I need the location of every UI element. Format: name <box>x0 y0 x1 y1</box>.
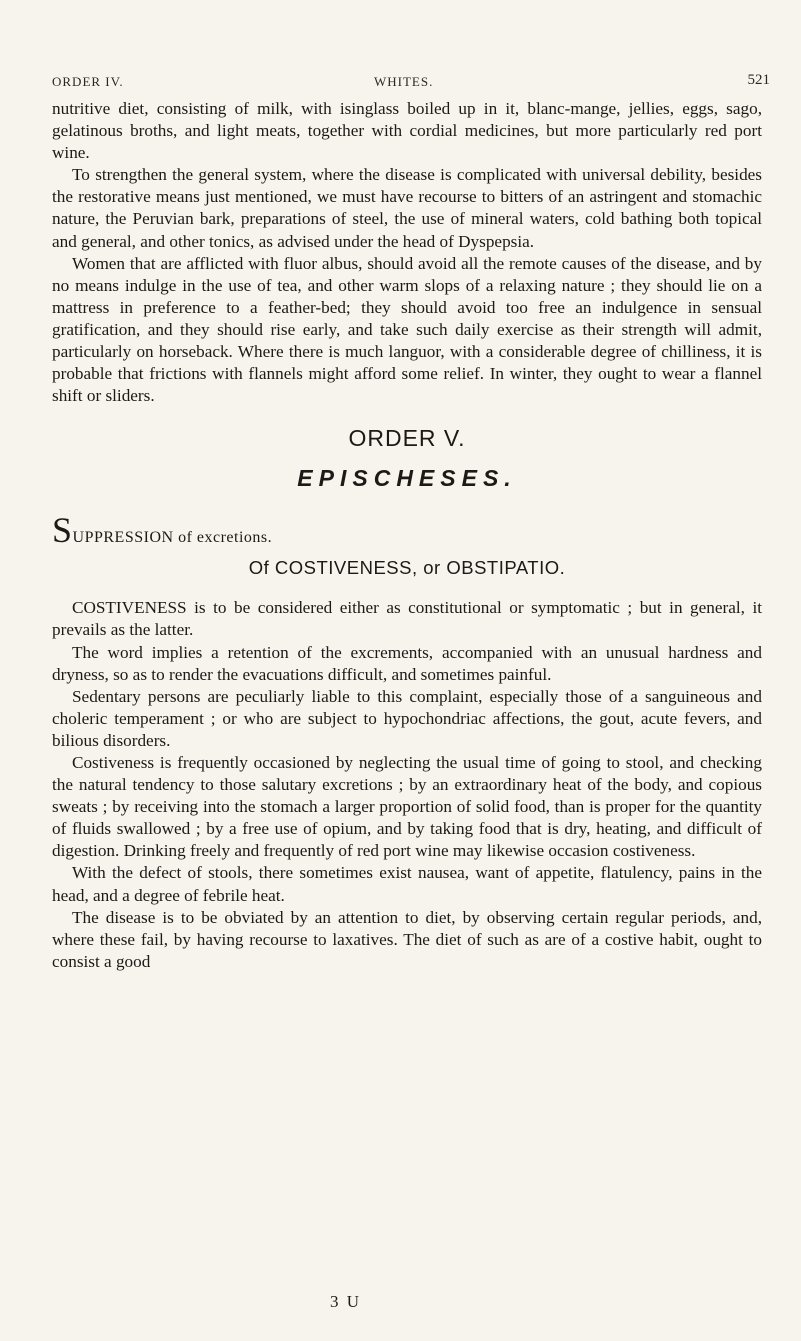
paragraph: With the defect of stools, there sometimes exist nausea, want of appetite, flatulency, pains in the head, and a degree of febrile heat. <box>52 863 762 905</box>
order-heading: ORDER V. <box>348 425 466 452</box>
order-subheading: EPISCHESES. <box>297 465 517 492</box>
paragraph: nutritive diet, consisting of milk, with isinglass boiled up in it, blanc-mange, jellies, eggs, sago, gelatinous broths, and light meats, together with cordial medicines, but more particularly red port wine. <box>52 99 762 163</box>
paragraph: To strengthen the general system, where the disease is complicated with universal debility, besides the restorative means just mentioned, we must have recourse to bitters of an astringent and stomachic nature, the Peruvian bark, preparations of steel, the use of mineral waters, cold bathing both topical and general, and other tonics, as advised under the head of Dyspepsia. <box>52 165 762 251</box>
paragraph: Women that are afflicted with fluor albus, should avoid all the remote causes of the disease, and by no means indulge in the use of tea, and other warm slops of a relaxing nature ; they should lie on a mattress in preference to a feather-bed; they should avoid too free an indulgence in sensual gratification, and they should rise early, and take such daily exercise as their strength will admit, particularly on horseback. Where there is much languor, with a considerable degree of chilliness, it is probable that frictions with flannels might afford some relief. In winter, they ought to wear a flannel shift or sliders. <box>52 253 762 406</box>
section-title-text: UPPRESSION of excretions. <box>72 529 273 547</box>
signature-mark: 3 U <box>330 1292 362 1311</box>
paragraph: Costiveness is frequently occasioned by neglecting the usual time of going to stool, and checking the natural tendency to those salutary excretions ; by an extraordinary heat of the body, and copious sweats ; by receiving into the stomach a larger proportion of solid food, than is proper for the quantity of fluids swallowed ; by a free use of opium, and by taking food that is dry, heating, and difficult of digestion. Drinking freely and frequently of red port wine may likewise occasion costiveness. <box>52 752 762 861</box>
paragraph: The disease is to be obviated by an attention to diet, by observing certain regular periods, and, where these fail, by having recourse to laxatives. The diet of such as are of a costive habit, ought to consist a good <box>52 907 762 971</box>
running-head <box>52 72 770 94</box>
body-text <box>52 98 762 973</box>
running-head-left: ORDER IV. <box>52 74 124 89</box>
lead-paragraph: COSTIVENESS is to be considered either as constitutional or symptomatic ; but in general, it prevails as the latter. <box>52 598 762 640</box>
running-head-center: WHITES. <box>374 74 434 89</box>
paragraph: The word implies a retention of the excrements, accompanied with an unusual hardness and dryness, so as to render the evacuations difficult, and sometimes painful. <box>52 642 762 684</box>
section-title <box>52 510 762 555</box>
subsection-title: Of COSTIVENESS, or OBSTIPATIO. <box>248 557 566 579</box>
section-dropcap: S <box>52 510 73 551</box>
paragraph: Sedentary persons are peculiarly liable to this complaint, especially those of a sanguineous and choleric temperament ; or who are subject to hypochondriac affections, the gout, acute fevers, and bilious disorders. <box>52 686 762 750</box>
page-number: 521 <box>747 72 770 88</box>
